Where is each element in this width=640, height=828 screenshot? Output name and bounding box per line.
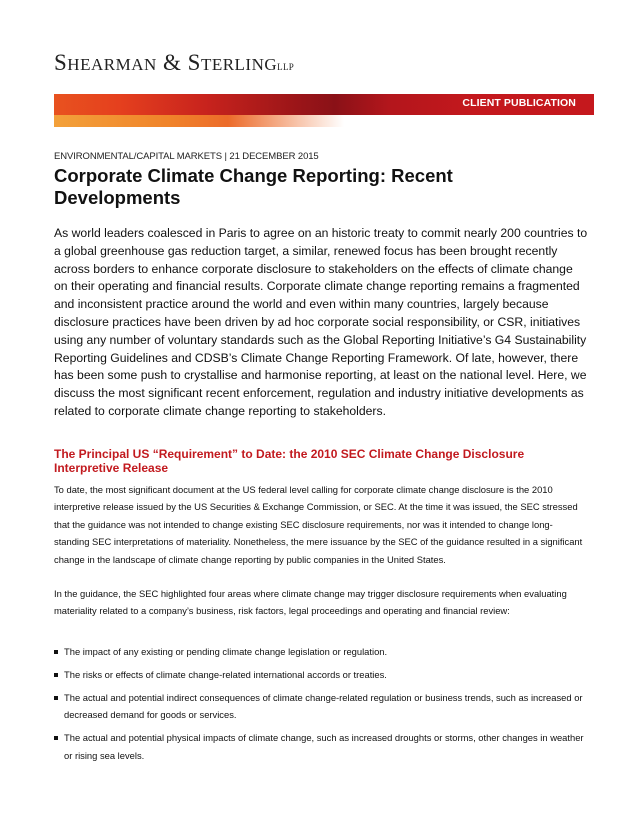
publication-type-label: CLIENT PUBLICATION — [462, 97, 576, 109]
bullet-icon — [54, 736, 58, 740]
intro-paragraph: As world leaders coalesced in Paris to agree on an historic treaty to commit nearly 200 countries to a global greenhouse gas reduction target, a similar, renewed focus has been brought recently across borders to enhance corporate disclosure to stakeholders on the effects of climate change on their operating and financial results. Corporate climate change reporting remains a fragmented and inconsistent practice around the world and even within many countries, largely because disclosure practices have been driven by ad hoc corporate social responsibility, or CSR, initiatives using any number of voluntary standards such as the Global Reporting Initiative’s G4 Sustainability Reporting Guidelines and CDSB’s Climate Change Reporting Framework. Of late, however, there has been some push to crystallise and harmonise reporting, at least on the national level. Here, we discuss the most significant recent enforcement, regulation and industry initiative developments as related to corporate climate change reporting to stakeholders. — [54, 226, 588, 418]
page-title: Corporate Climate Change Reporting: Recent Developments — [54, 165, 453, 208]
bullet-icon — [54, 696, 58, 700]
header-band-accent — [54, 115, 344, 127]
list-item-text: The actual and potential physical impacts of climate change, such as increased droughts or storms, other changes in weather or rising sea levels. — [64, 732, 584, 761]
logo-word: HEARMAN — [67, 55, 157, 74]
list-item-text: The risks or effects of climate change-related international accords or treaties. — [64, 669, 387, 680]
logo-letter: S — [187, 50, 201, 75]
logo-ampersand: & — [163, 50, 182, 75]
list-item-text: The impact of any existing or pending climate change legislation or regulation. — [64, 646, 388, 657]
list-item — [54, 643, 588, 660]
list-item — [54, 729, 588, 764]
bullet-list — [54, 643, 588, 770]
logo-letter: S — [54, 50, 68, 75]
section-heading: The Principal US “Requirement” to Date: the 2010 SEC Climate Change Disclosure Interpretive Release — [54, 447, 525, 475]
logo-word: TERLING — [200, 55, 278, 74]
bullet-icon — [54, 650, 58, 654]
list-item-text: The actual and potential indirect consequences of climate change-related regulation or business trends, such as increased or decreased demand for goods or services. — [64, 692, 583, 721]
firm-logo — [54, 50, 294, 76]
list-item — [54, 689, 588, 724]
body-paragraph: In the guidance, the SEC highlighted four areas where climate change may trigger disclosure requirements when evaluating materiality related to a company’s business, risk factors, legal proceedings and operating and financial review: — [54, 588, 567, 617]
bullet-icon — [54, 673, 58, 677]
practice-and-date: ENVIRONMENTAL/CAPITAL MARKETS | 21 DECEMBER 2015 — [54, 151, 319, 162]
body-paragraph: To date, the most significant document at the US federal level calling for corporate climate change disclosure is the 2010 interpretive release issued by the US Securities & Exchange Commission, or SEC. At the time it was issued, the SEC stressed that the guidance was not intended to change existing SEC disclosure requirements, nor was it intended to change long-standing SEC interpretations of materiality. Nonetheless, the mere issuance by the SEC of the guidance resulted in a significant change in the landscape of climate change reporting by public companies in the United States. — [54, 484, 583, 565]
list-item — [54, 666, 588, 683]
logo-suffix: LLP — [277, 62, 295, 72]
